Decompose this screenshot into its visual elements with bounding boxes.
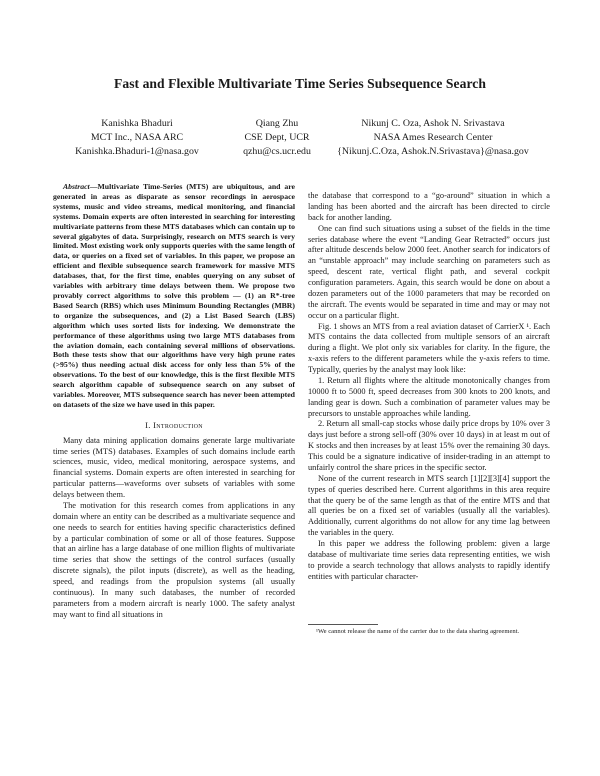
body-paragraph: 2. Return all small-cap stocks whose daily price drops by 10% over 3 days just before a strong sell-off (30% over 10 days) in at least m out of K stocks and then increases by at least 15% over the remaining 30 days. This could be a signature indicative of insider-trading in an attempt to unfairly control the share prices in the specific sector. bbox=[308, 419, 550, 472]
author-block-2 bbox=[222, 117, 332, 160]
body-paragraph: 1. Return all flights where the altitude monotonically changes from 10000 ft to 5000 ft, speed decreases from 300 knots to 200 knots, and landing gear is down. Such a combination of parameter values may be precursors to unstable approaches while landing. bbox=[308, 375, 550, 418]
paper-title: Fast and Flexible Multivariate Time Series Subsequence Search bbox=[114, 76, 486, 91]
left-column bbox=[53, 182, 295, 621]
body-paragraph: One can find such situations using a subset of the fields in the time series database where the event “Landing Gear Retracted” occurs just after altitude descends below 2000 feet. Another search for indicators of an “unstable approach” may include searching on parameters such as speed, descent rate, vertical flight path, and several cockpit configuration parameters. Again, this search would be done on about a dozen parameters out of the 1000 parameters that may be recorded on the aircraft. The events would be separated in time and may or may not occur on a particular flight. bbox=[308, 223, 550, 320]
abstract-lead: Abstract bbox=[63, 182, 90, 191]
body-paragraph: None of the current research in MTS search [1][2][3][4] support the types of queries described here. Current algorithms in this area require that the query be of the same length as that of the entire MTS and that all queries be on a fixed set of variables (usually all the variables). Additionally, current algorithms do not allow for any time lag between the variables in the query. bbox=[308, 473, 550, 538]
author-email: Kanishka.Bhaduri-1@nasa.gov bbox=[75, 146, 199, 158]
author-email: qzhu@cs.ucr.edu bbox=[243, 146, 311, 158]
author-block-3 bbox=[322, 117, 544, 160]
author-block-1 bbox=[62, 117, 212, 160]
body-paragraph: In this paper we address the following problem: given a large database of multivariate time series data representing entities, we wish to provide a search technology that allows analysts to rapidly identify entities with particular character- bbox=[308, 539, 550, 581]
abstract bbox=[53, 182, 295, 410]
body-paragraph: the database that correspond to a “go-around” situation in which a landing has been aborted and the aircraft has been directed to circle back for another landing. bbox=[308, 191, 550, 222]
author-affiliation: CSE Dept, UCR bbox=[244, 132, 310, 144]
author-name: Nikunj C. Oza, Ashok N. Srivastava bbox=[361, 118, 505, 129]
footnote-rule bbox=[308, 624, 378, 625]
body-paragraph: Many data mining application domains generate large multivariate time series (MTS) databases. Examples of such domains include earth sciences, music, video, medical monitoring, aerospace systems, and financial systems. Domain experts are often interested in searching for particular patterns—waveforms over subsets of variables with some delays between them. bbox=[53, 435, 295, 500]
abstract-text: —Multivariate Time-Series (MTS) are ubiquitous, and are generated in areas as disparate as sensor recordings in aerospace systems, music and video streams, medical monitoring, and financial systems. Domain experts are often interested in searching for interesting multivariate patterns from these MTS databases which can contain up to several gigabytes of data. Surprisingly, research on MTS search is very limited. Most existing work only supports queries with the same length of data, or queries on a fixed set of variables. In this paper, we propose an efficient and flexible subsequence search framework for massive MTS databases, that, for the first time, enables querying on any subset of variables with arbitrary time delays between them. We propose two provably correct algorithms to solve this problem — (1) an R*-tree Based Search (RBS) which uses Minimum Bounding Rectangles (MBR) to organize the subsequences, and (2) a List Based Search (LBS) algorithm which uses sorted lists for indexing. We demonstrate the performance of these algorithms using two large MTS databases from the aviation domain, each containing several millions of observations. Both these tests show that our algorithms have very high prune rates (>95%) thus needing actual disk access for only less than 5% of the observations. To the best of our knowledge, this is the first flexible MTS search algorithm capable of subsequence search on any subset of variables. Moreover, MTS subsequence search has never been attempted on datasets of the size we have used in this paper. bbox=[53, 182, 295, 409]
author-name: Qiang Zhu bbox=[255, 118, 299, 129]
section-heading-introduction: I. Introduction bbox=[145, 419, 203, 430]
author-affiliation: NASA Ames Research Center bbox=[373, 132, 493, 144]
author-affiliation: MCT Inc., NASA ARC bbox=[90, 132, 184, 144]
abstract-paragraph bbox=[53, 182, 295, 410]
footnote-text: ¹We cannot release the name of the carrier due to the data sharing agreement. bbox=[316, 628, 520, 635]
body-paragraph: Fig. 1 shows an MTS from a real aviation dataset of CarrierX ¹. Each MTS contains the data collected from multiple sensors of an aircraft during a flight. We plot only six variables for clarity. In the figure, the x-axis refers to the different parameters while the y-axis refers to time. Typically, queries by the analyst may look like: bbox=[308, 321, 550, 374]
author-name: Kanishka Bhaduri bbox=[101, 118, 173, 129]
body-paragraph: The motivation for this research comes from applications in any domain where an entity can be described as a multivariate sequence and one needs to search for entities having specific characteristics defined by a particular combination of some or all of those features. Suppose that an airline has a large database of one million flights of multivariate time series that show the settings of the control surfaces (usually discrete signals), the pilot inputs (discrete), as well as the heading, speed, and readings from the propulsion systems (all usually continuous). In many such databases, the number of recorded parameters from a modern aircraft is nearly 1000. The safety analyst may want to find all situations in bbox=[53, 500, 295, 619]
right-column bbox=[308, 191, 550, 583]
author-email: {Nikunj.C.Oza, Ashok.N.Srivastava}@nasa.gov bbox=[337, 146, 529, 158]
footnote bbox=[308, 628, 550, 637]
